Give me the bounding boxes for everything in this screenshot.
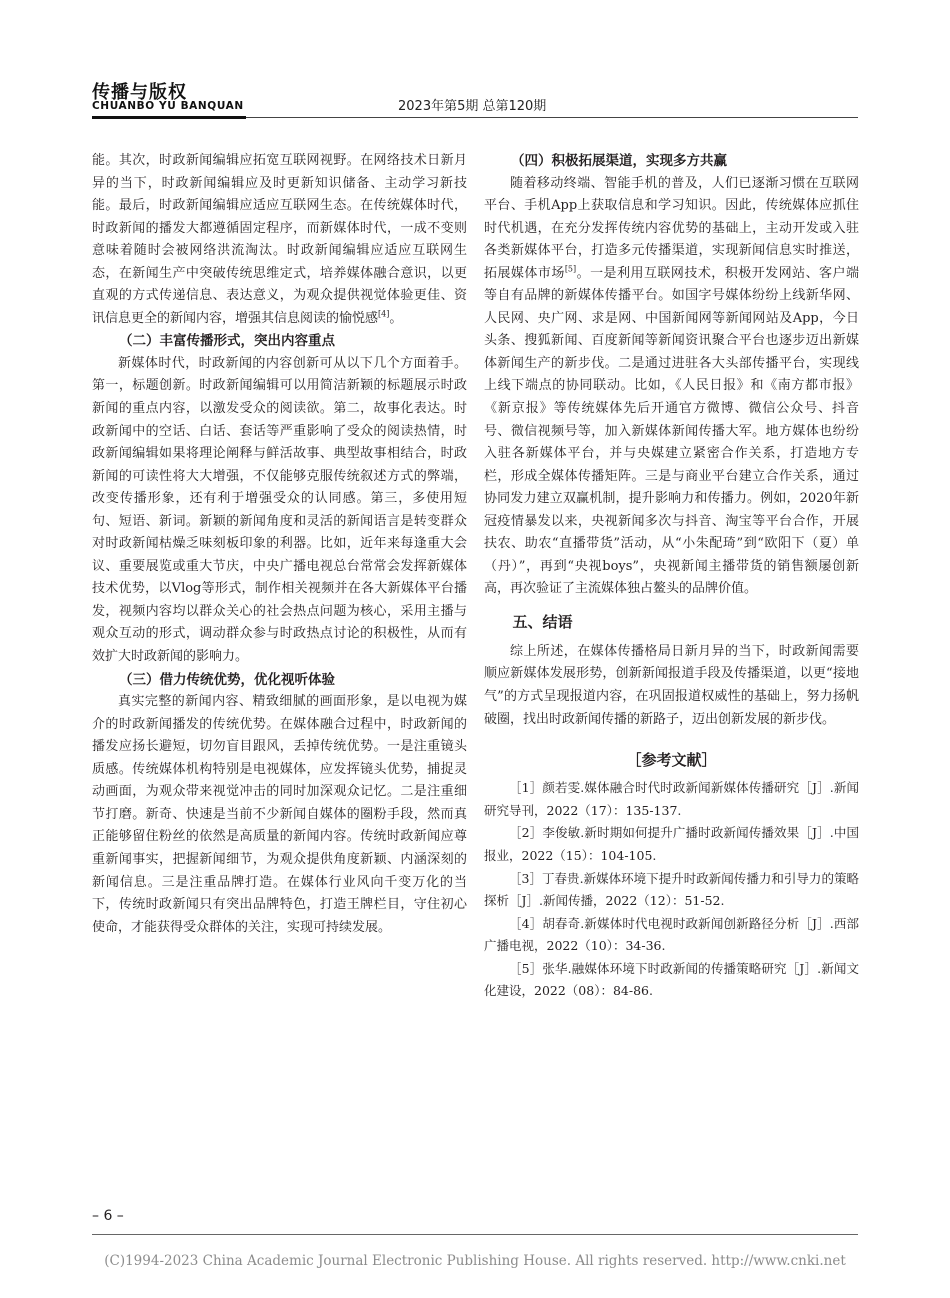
section-heading-conclusion: 五、结语 xyxy=(512,612,573,631)
left-column xyxy=(92,150,467,939)
reference-item: ［1］颜若雯.媒体融合时代时政新闻新媒体传播研究［J］.新闻研究导刊，2022（17）：135-137. xyxy=(484,780,859,818)
citation-4: [4] xyxy=(378,309,390,319)
paragraph-text: 随着移动终端、智能手机的普及，人们已逐渐习惯在互联网平台、手机App上获取信息和学习知识。因此，传统媒体应抓住时代机遇，在充分发挥传统内容优势的基础上，主动开发或入驻各类新媒体平台，打造多元传播渠道，实现新闻信息实时推送，拓展媒体市场 xyxy=(484,175,859,281)
paragraph-continued xyxy=(92,150,467,330)
copyright-notice: (C)1994-2023 China Academic Journal Electronic Publishing House. All rights reserved. http://www.cnki.net xyxy=(104,1253,846,1269)
reference-item: ［3］丁春贵.新媒体环境下提升时政新闻传播力和引导力的策略探析［J］.新闻传播，2022（12）：51-52. xyxy=(484,870,859,909)
header-divider-accent xyxy=(92,116,246,119)
right-column xyxy=(484,150,859,1003)
references-heading: ［参考文献］ xyxy=(626,751,717,770)
journal-name: 传播与版权 xyxy=(92,82,187,103)
paragraph: 综上所述，在媒体传播格局日新月异的当下，时政新闻需要顺应新媒体发展形势，创新新闻报道手段及传播渠道，以更“接地气”的方式呈现报道内容，在巩固报道权威性的基础上，努力扬帆破圈，找出时政新闻传播的新路子，迈出创新发展的新步伐。 xyxy=(484,643,859,727)
subsection-heading-3: （三）借力传统优势，优化视听体验 xyxy=(119,671,335,688)
citation-5: [5] xyxy=(564,264,577,274)
reference-item: ［2］李俊敏.新时期如何提升广播时政新闻传播效果［J］.中国报业，2022（15）：104-105. xyxy=(484,825,859,863)
paragraph xyxy=(484,173,859,601)
page-number: – 6 – xyxy=(92,1208,124,1224)
reference-item: ［5］张华.融媒体环境下时政新闻的传播策略研究［J］.新闻文化建设，2022（08）：84-86. xyxy=(484,960,859,999)
paragraph: 真实完整的新闻内容、精致细腻的画面形象，是以电视为媒介的时政新闻播发的传统优势。在媒体融合过程中，时政新闻的播发应扬长避短，切勿盲目跟风，丢掉传统优势。一是注重镜头质感。传统媒体机构特别是电视媒体，应发挥镜头优势，捕捉灵动画面，为观众带来视觉冲击的同时加深观众记忆。二是注重细节打磨。新奇、快速是当前不少新闻自媒体的圈粉手段，然而真正能够留住粉丝的依然是高质量的新闻内容。传统时政新闻应尊重新闻事实，把握新闻细节，为观众提供角度新颖、内涵深刻的新闻信息。三是注重品牌打造。在媒体行业风向千变万化的当下，传统时政新闻只有突出品牌特色，打造王牌栏目，守住初心使命，才能获得受众群体的关注，实现可持续发展。 xyxy=(92,694,467,935)
paragraph-end: 。 xyxy=(389,310,403,326)
footer-divider xyxy=(92,1234,858,1235)
reference-item: ［4］胡春奇.新媒体时代电视时政新闻创新路径分析［J］.西部广播电视，2022（10）：34-36. xyxy=(484,915,859,954)
paragraph-text: 。一是利用互联网技术，积极开发网站、客户端等自有品牌的新媒体传播平台。如国字号媒体纷纷上线新华网、人民网、央广网、求是网、中国新闻网等新闻网站及App，今日头条、搜狐新闻、百度新闻等新闻资讯聚合平台也逐步迈出新媒体新闻生产的新步伐。二是通过进驻各大头部传播平台，实现线上线下端点的协同联动。比如，《人民日报》和《南方都市报》《新京报》等传统媒体先后开通官方微博、微信公众号、抖音号、微信视频号等，加入新媒体新闻传播大军。地方媒体也纷纷入驻各新媒体平台，并与央媒建立紧密合作关系，打造地方专栏，形成全媒体传播矩阵。三是与商业平台建立合作关系，通过协同发力建立双赢机制，提升影响力和传播力。例如，2020年新冠疫情暴发以来，央视新闻多次与抖音、淘宝等平台合作，开展扶农、助农“直播带货”活动，从“小朱配琦”到“欧阳下（夏）单（丹）”，再到“央视boys”，央视新闻主播带货的销售额屡创新高，再次验证了主流媒体独占鳌头的品牌价值。 xyxy=(484,265,859,597)
paragraph-text: 能。其次，时政新闻编辑应拓宽互联网视野。在网络技术日新月异的当下，时政新闻编辑应及时更新知识储备、主动学习新技能。最后，时政新闻编辑应适应互联网生态。在传统媒体时代，时政新闻的播发大都遵循固定程序，而新媒体时代，一成不变则意味着随时会被网络洪流淘汰。时政新闻编辑应适应互联网生态，在新闻生产中突破传统思维定式，培养媒体融合意识，以更直观的方式传递信息、表达意义，为观众提供视觉体验更佳、资讯信息更全的新闻内容，增强其信息阅读的愉悦感 xyxy=(92,153,467,326)
subsection-heading-4: （四）积极拓展渠道，实现多方共赢 xyxy=(511,153,727,169)
issue-info: 2023年第5期 总第120期 xyxy=(398,99,547,114)
journal-pinyin: CHUANBO YU BANQUAN xyxy=(92,100,244,112)
subsection-heading-2: （二）丰富传播形式，突出内容重点 xyxy=(119,333,335,350)
references-list xyxy=(484,777,859,1003)
paragraph: 新媒体时代，时政新闻的内容创新可从以下几个方面着手。第一，标题创新。时政新闻编辑可以用简洁新颖的标题展示时政新闻的重点内容，以激发受众的阅读欲。第二，故事化表达。时政新闻中的空话、白话、套话等严重影响了受众的阅读热情，时政新闻编辑如果将理论阐释与鲜活故事、典型故事相结合，时政新闻的可读性将大大增强，不仅能够克服传统叙述方式的弊端，改变传播形象，还有利于增强受众的认同感。第三，多使用短句、短语、新词。新颖的新闻角度和灵活的新闻语言是转变群众对时政新闻枯燥乏味刻板印象的利器。比如，近年来每逢重大会议、重要展览或重大节庆，中央广播电视总台常常会发挥新媒体技术优势，以Vlog等形式，制作相关视频并在各大新媒体平台播发，视频内容均以群众关心的社会热点问题为核心，采用主播与观众互动的形式，调动群众参与时政热点讨论的积极性，从而有效扩大时政新闻的影响力。 xyxy=(92,355,467,665)
